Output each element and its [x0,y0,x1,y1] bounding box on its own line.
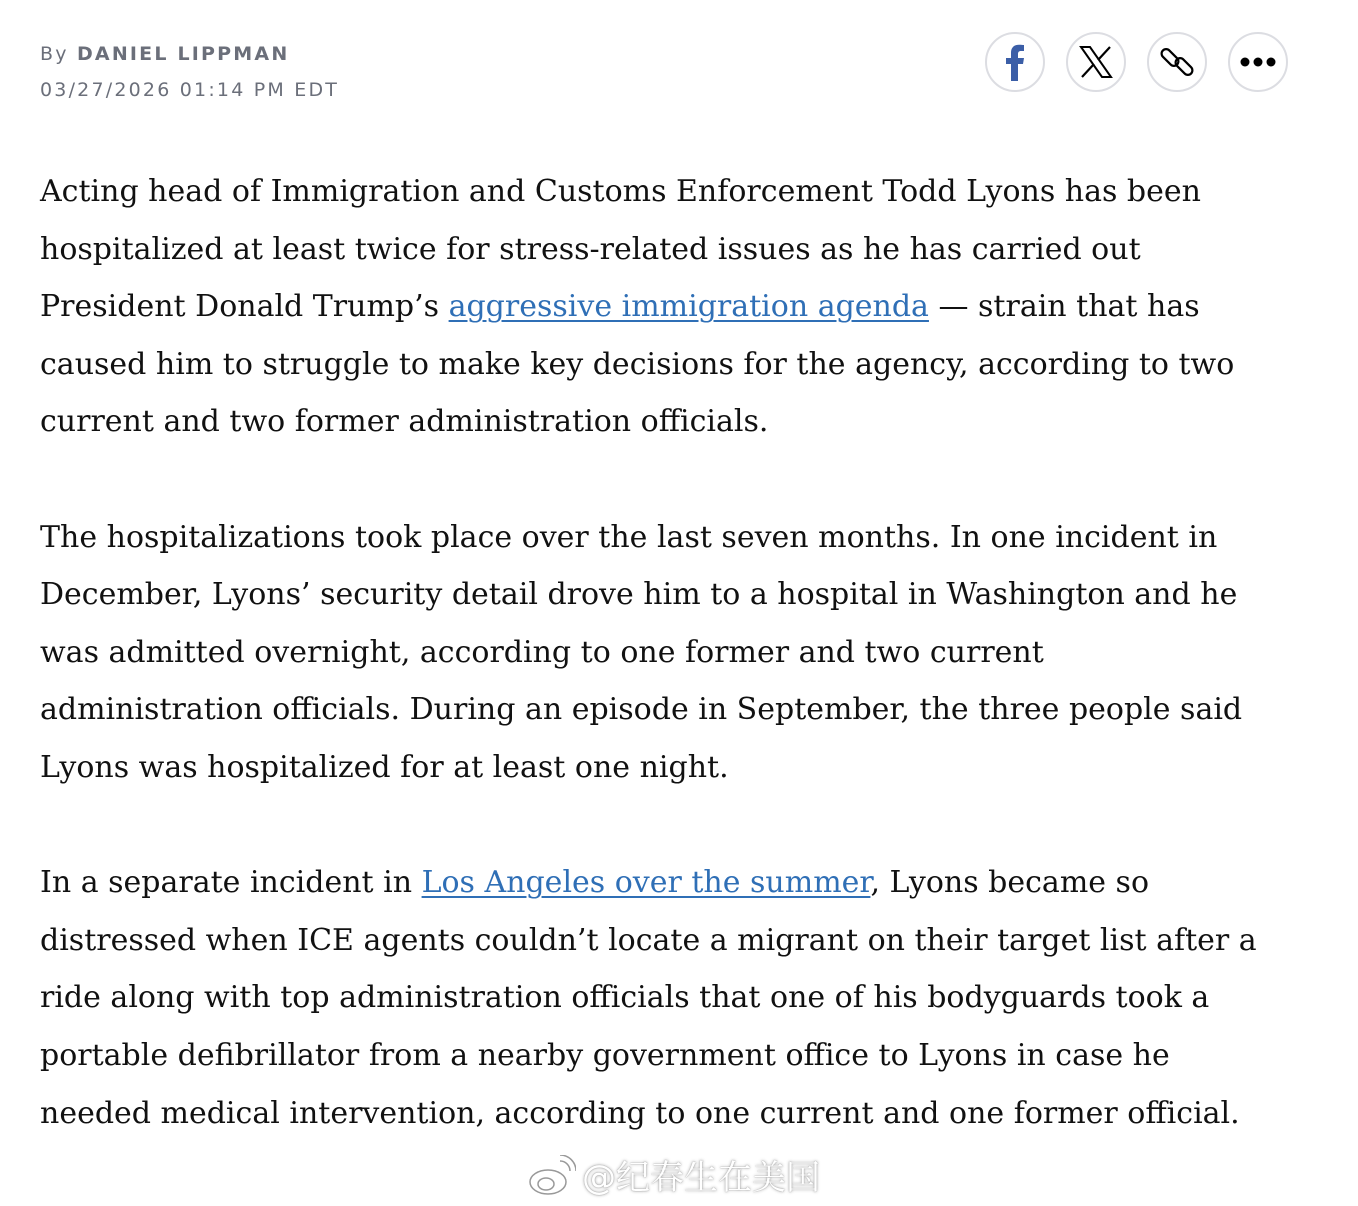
text-segment: President Donald Trump’s [40,289,449,325]
byline [40,36,339,108]
by-prefix: By [40,43,69,65]
text-segment: needed medical intervention, according to one current and one former official. [40,1095,1240,1131]
text-segment: In a separate incident in [40,865,422,901]
link-icon [1159,44,1195,80]
text-segment: was admitted overnight, according to one former and two current [40,634,1044,670]
share-bar [985,32,1288,92]
author-line [40,36,339,72]
text-segment: — strain that has [928,289,1200,325]
text-line [40,969,1257,1027]
text-line [40,221,1257,279]
text-segment: Lyons was hospitalized for at least one night. [40,749,729,785]
text-line [40,566,1257,624]
text-line [40,912,1257,970]
text-segment: hospitalized at least twice for stress-related issues as he has carried out [40,231,1141,267]
inline-link[interactable]: aggressive immigration agenda [448,289,929,325]
text-line [40,163,1257,221]
watermark [528,1150,820,1199]
text-segment: caused him to struggle to make key decisions for the agency, according to two [40,346,1235,382]
text-line [40,854,1257,912]
x-icon [1079,45,1113,79]
text-segment: , Lyons became so [870,865,1150,901]
text-line [40,624,1257,682]
text-line [40,336,1257,394]
text-segment: current and two former administration officials. [40,404,769,440]
more-icon [1240,57,1276,67]
article-paragraph [40,854,1257,1142]
article-body [40,163,1257,1200]
inline-link[interactable]: Los Angeles over the summer [421,865,871,901]
more-options-button[interactable] [1228,32,1288,92]
text-line [40,509,1257,567]
text-line [40,278,1257,336]
share-x-button[interactable] [1066,32,1126,92]
article-paragraph [40,509,1257,797]
text-line [40,681,1257,739]
share-facebook-button[interactable] [985,32,1045,92]
copy-link-button[interactable] [1147,32,1207,92]
article-paragraph [40,163,1257,451]
text-line [40,393,1257,451]
facebook-icon [1004,43,1026,81]
text-line [40,739,1257,797]
text-segment: administration officials. During an episode in September, the three people said [40,692,1243,728]
timestamp: 03/27/2026 01:14 PM EDT [40,79,340,101]
text-segment: ride along with top administration officials that one of his bodyguards took a [40,980,1210,1016]
text-line [40,1085,1257,1143]
author-name[interactable]: DANIEL LIPPMAN [76,43,290,65]
watermark-text: @纪春生在美国 [582,1158,820,1198]
weibo-logo-icon [528,1155,576,1195]
text-segment: December, Lyons’ security detail drove him to a hospital in Washington and he [40,577,1238,613]
text-line [40,1027,1257,1085]
text-segment: distressed when ICE agents couldn’t locate a migrant on their target list after a [40,922,1257,958]
text-segment: portable defibrillator from a nearby government office to Lyons in case he [40,1037,1170,1073]
text-segment: Acting head of Immigration and Customs Enforcement Todd Lyons has been [40,174,1201,209]
text-segment: The hospitalizations took place over the last seven months. In one incident in [40,519,1218,555]
